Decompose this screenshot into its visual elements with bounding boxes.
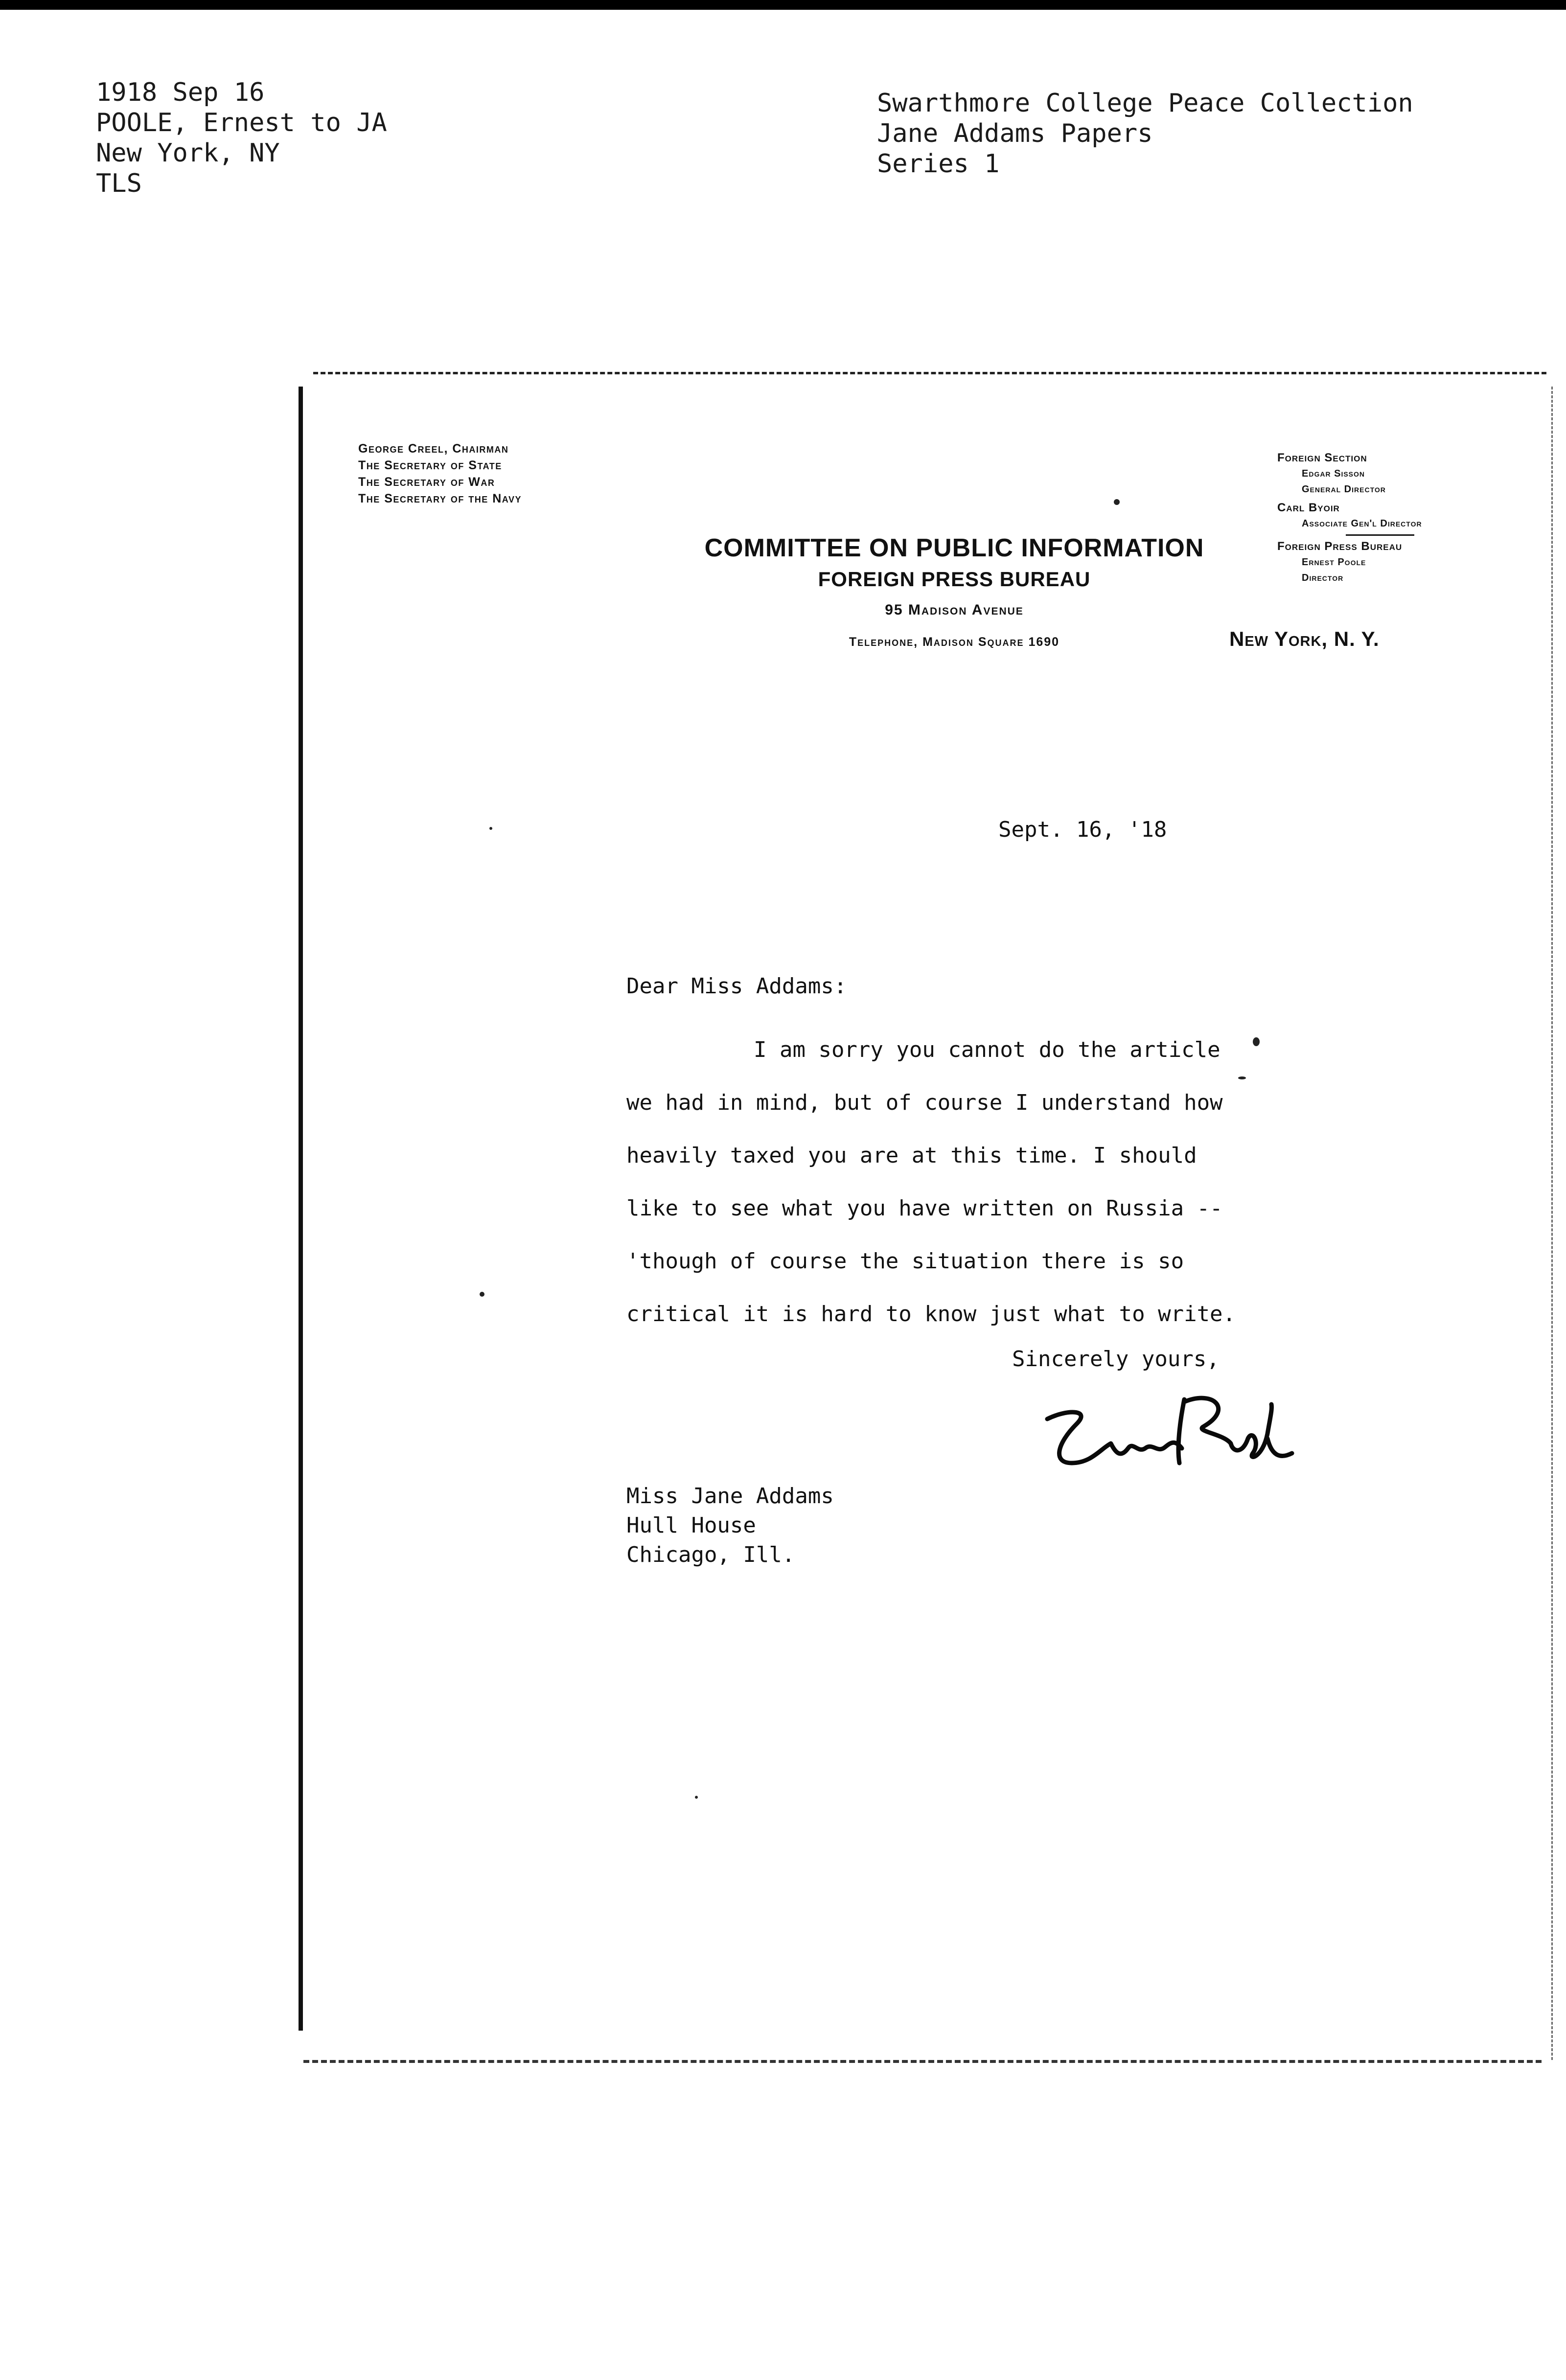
body-line: critical it is hard to know just what to write. <box>626 1302 1236 1327</box>
body-line: heavily taxed you are at this time. I should <box>626 1143 1197 1168</box>
general-director-title: General Director <box>1302 484 1386 495</box>
catalog-type: TLS <box>96 169 142 198</box>
ink-speck <box>1238 1076 1246 1079</box>
catalog-date: 1918 Sep 16 <box>96 78 265 107</box>
ink-speck <box>1253 1037 1260 1046</box>
foreign-press-bureau-label: Foreign Press Bureau <box>1277 540 1403 553</box>
street-address: 95 Madison Avenue <box>885 602 1024 618</box>
telephone-line: Telephone, Madison Square 1690 <box>849 635 1060 649</box>
catalog-info-right <box>877 88 1413 179</box>
officer-chairman: George Creel, Chairman <box>358 442 509 456</box>
associate-director-title: Associate Gen'l Director <box>1302 518 1422 529</box>
body-line: we had in mind, but of course I understand how <box>626 1090 1223 1115</box>
body-line: like to see what you have written on Russia -- <box>626 1196 1223 1221</box>
director-title: Director <box>1302 572 1344 583</box>
ink-speck <box>489 827 492 830</box>
officer-state: The Secretary of State <box>358 458 502 472</box>
letterhead-officers <box>358 440 522 507</box>
ernest-poole: Ernest Poole <box>1302 557 1366 568</box>
ink-speck <box>480 1292 484 1297</box>
closing: Sincerely yours, <box>1012 1347 1220 1372</box>
sheet-left-edge <box>299 387 303 2031</box>
salutation: Dear Miss Addams: <box>626 974 847 999</box>
series-name: Series 1 <box>877 149 1000 179</box>
handwritten-signature <box>1037 1380 1302 1488</box>
ink-speck <box>1114 499 1120 505</box>
scan-top-border <box>0 0 1566 10</box>
addressee-name: Miss Jane Addams <box>626 1484 834 1509</box>
body-line: I am sorry you cannot do the article <box>754 1037 1221 1062</box>
letterhead-directors <box>1277 450 1422 586</box>
officer-navy: The Secretary of the Navy <box>358 492 522 505</box>
sheet-right-edge <box>1551 387 1553 2060</box>
catalog-info-left <box>96 77 387 199</box>
addressee-block <box>626 1482 834 1570</box>
sheet-top-edge <box>313 372 1546 374</box>
foreign-section-label: Foreign Section <box>1277 451 1367 464</box>
papers-name: Jane Addams Papers <box>877 119 1153 148</box>
letter-body <box>626 1024 1236 1341</box>
ink-speck <box>695 1796 698 1799</box>
letter-date: Sept. 16, '18 <box>998 817 1167 842</box>
body-line: 'though of course the situation there is so <box>626 1249 1184 1274</box>
addressee-city: Chicago, Ill. <box>626 1542 795 1567</box>
catalog-place: New York, NY <box>96 138 280 168</box>
letterhead-place: New York, N. Y. <box>1229 627 1380 650</box>
edgar-sisson: Edgar Sisson <box>1302 468 1365 479</box>
sheet-bottom-edge <box>303 2060 1542 2063</box>
officer-war: The Secretary of War <box>358 475 495 489</box>
collection-name: Swarthmore College Peace Collection <box>877 89 1413 118</box>
committee-title: COMMITTEE ON PUBLIC INFORMATION <box>704 534 1204 562</box>
carl-byoir: Carl Byoir <box>1277 501 1340 514</box>
addressee-house: Hull House <box>626 1513 756 1538</box>
bureau-title: FOREIGN PRESS BUREAU <box>818 568 1091 591</box>
catalog-correspondents: POOLE, Ernest to JA <box>96 108 387 137</box>
